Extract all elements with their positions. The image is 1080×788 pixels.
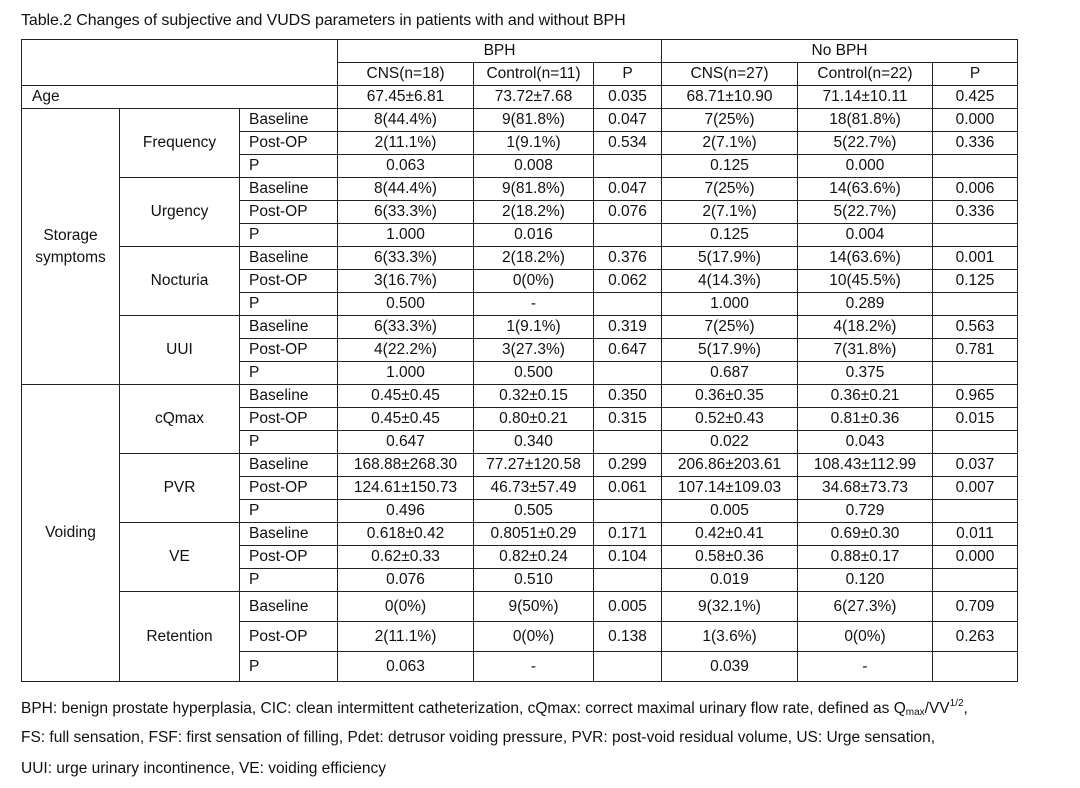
value-cell <box>933 569 1018 592</box>
data-row <box>22 523 1018 546</box>
value-cell: 14(63.6%) <box>798 178 933 201</box>
parameter-label: Retention <box>120 592 240 682</box>
value-cell <box>933 293 1018 316</box>
value-cell <box>594 293 662 316</box>
value-cell: 0.005 <box>594 592 662 622</box>
age-row <box>22 86 1018 109</box>
value-cell: 0.063 <box>338 652 474 682</box>
value-cell: 0.42±0.41 <box>662 523 798 546</box>
value-cell: 0.45±0.45 <box>338 385 474 408</box>
row-label: Post-OP <box>240 201 338 224</box>
row-label: P <box>240 569 338 592</box>
value-cell: 0.505 <box>474 500 594 523</box>
footnote-line-3: UUI: urge urinary incontinence, VE: voiding efficiency <box>21 760 387 777</box>
parameter-label: Urgency <box>120 178 240 247</box>
value-cell: 0(0%) <box>338 592 474 622</box>
row-label: P <box>240 652 338 682</box>
value-cell: 0.69±0.30 <box>798 523 933 546</box>
value-cell: 0(0%) <box>798 622 933 652</box>
value-cell: 0.375 <box>798 362 933 385</box>
value-cell: 0.340 <box>474 431 594 454</box>
value-cell: 5(17.9%) <box>662 247 798 270</box>
value-cell: 0.001 <box>933 247 1018 270</box>
value-cell: 0.015 <box>933 408 1018 431</box>
header-group-bph: BPH <box>338 40 662 63</box>
value-cell: 0.52±0.43 <box>662 408 798 431</box>
age-value: 0.425 <box>933 86 1018 109</box>
parameter-label: UUI <box>120 316 240 385</box>
value-cell: 6(33.3%) <box>338 316 474 339</box>
value-cell <box>594 569 662 592</box>
header-col-nobph-p: P <box>933 63 1018 86</box>
row-label: Baseline <box>240 247 338 270</box>
value-cell: 0.000 <box>798 155 933 178</box>
value-cell: 0.618±0.42 <box>338 523 474 546</box>
value-cell: 0.729 <box>798 500 933 523</box>
value-cell: 4(22.2%) <box>338 339 474 362</box>
value-cell: 5(22.7%) <box>798 132 933 155</box>
value-cell: 168.88±268.30 <box>338 454 474 477</box>
value-cell: 2(7.1%) <box>662 132 798 155</box>
table-title: Table.2 Changes of subjective and VUDS parameters in patients with and without BPH <box>21 12 626 29</box>
value-cell: 0.076 <box>338 569 474 592</box>
age-label: Age <box>22 86 338 109</box>
data-row <box>22 385 1018 408</box>
value-cell <box>933 362 1018 385</box>
value-cell: 0.88±0.17 <box>798 546 933 569</box>
header-col-bph-p: P <box>594 63 662 86</box>
value-cell: 0.336 <box>933 132 1018 155</box>
row-label: Post-OP <box>240 546 338 569</box>
row-label: Baseline <box>240 109 338 132</box>
value-cell: 0.263 <box>933 622 1018 652</box>
value-cell: 6(27.3%) <box>798 592 933 622</box>
row-label: P <box>240 293 338 316</box>
value-cell: 1(3.6%) <box>662 622 798 652</box>
value-cell: 34.68±73.73 <box>798 477 933 500</box>
value-cell: 2(11.1%) <box>338 132 474 155</box>
value-cell: 0.037 <box>933 454 1018 477</box>
value-cell: 3(27.3%) <box>474 339 594 362</box>
footnote-text: /VV <box>924 700 950 717</box>
value-cell: 2(18.2%) <box>474 201 594 224</box>
value-cell: 0.500 <box>338 293 474 316</box>
value-cell: 0.965 <box>933 385 1018 408</box>
value-cell: 0.647 <box>594 339 662 362</box>
value-cell: 0.80±0.21 <box>474 408 594 431</box>
value-cell: 0.781 <box>933 339 1018 362</box>
value-cell: 0.125 <box>933 270 1018 293</box>
value-cell <box>933 155 1018 178</box>
data-row <box>22 316 1018 339</box>
value-cell: 124.61±150.73 <box>338 477 474 500</box>
value-cell: 9(81.8%) <box>474 178 594 201</box>
value-cell: 5(22.7%) <box>798 201 933 224</box>
footnote-line-1 <box>21 698 968 718</box>
value-cell: 0.047 <box>594 178 662 201</box>
value-cell <box>594 652 662 682</box>
value-cell <box>594 155 662 178</box>
value-cell: 0.500 <box>474 362 594 385</box>
value-cell: 4(14.3%) <box>662 270 798 293</box>
row-label: Post-OP <box>240 408 338 431</box>
section-label: Voiding <box>22 385 120 682</box>
value-cell: 0.125 <box>662 224 798 247</box>
age-value: 71.14±10.11 <box>798 86 933 109</box>
value-cell <box>594 224 662 247</box>
age-value: 68.71±10.90 <box>662 86 798 109</box>
value-cell: 0.36±0.21 <box>798 385 933 408</box>
value-cell: 2(7.1%) <box>662 201 798 224</box>
row-label: Baseline <box>240 592 338 622</box>
value-cell: 0.687 <box>662 362 798 385</box>
value-cell: 107.14±109.03 <box>662 477 798 500</box>
value-cell: 2(11.1%) <box>338 622 474 652</box>
value-cell: 0.45±0.45 <box>338 408 474 431</box>
value-cell: 108.43±112.99 <box>798 454 933 477</box>
row-label: Baseline <box>240 454 338 477</box>
value-cell: 0.350 <box>594 385 662 408</box>
data-row <box>22 247 1018 270</box>
value-cell <box>933 431 1018 454</box>
footnote-line-2: FS: full sensation, FSF: first sensation of filling, Pdet: detrusor voiding pressure, PVR: post-void residual volume, US: Urge sensation, <box>21 729 936 746</box>
value-cell: 1.000 <box>338 362 474 385</box>
parameter-label: Frequency <box>120 109 240 178</box>
table-body <box>22 40 1018 682</box>
section-label: Storage symptoms <box>22 109 120 385</box>
value-cell: 9(32.1%) <box>662 592 798 622</box>
value-cell: 14(63.6%) <box>798 247 933 270</box>
value-cell: 8(44.4%) <box>338 109 474 132</box>
row-label: Post-OP <box>240 270 338 293</box>
value-cell: 10(45.5%) <box>798 270 933 293</box>
header-group-no-bph: No BPH <box>662 40 1018 63</box>
value-cell: 0.063 <box>338 155 474 178</box>
value-cell: 77.27±120.58 <box>474 454 594 477</box>
footnote-superscript: 1/2 <box>949 698 964 709</box>
footnote-text: BPH: benign prostate hyperplasia, CIC: clean intermittent catheterization, cQmax: correct maximal urinary flow rate, defined as Q <box>21 700 906 717</box>
row-label: P <box>240 431 338 454</box>
value-cell: 0.125 <box>662 155 798 178</box>
value-cell: 1.000 <box>338 224 474 247</box>
value-cell: 0.076 <box>594 201 662 224</box>
value-cell: - <box>474 652 594 682</box>
results-table <box>21 39 1018 682</box>
value-cell: 0.016 <box>474 224 594 247</box>
value-cell: 0.047 <box>594 109 662 132</box>
value-cell <box>933 652 1018 682</box>
value-cell: 7(31.8%) <box>798 339 933 362</box>
age-value: 67.45±6.81 <box>338 86 474 109</box>
value-cell: 0.000 <box>933 109 1018 132</box>
value-cell: 0.138 <box>594 622 662 652</box>
value-cell: 0.171 <box>594 523 662 546</box>
row-label: P <box>240 500 338 523</box>
value-cell: 0.81±0.36 <box>798 408 933 431</box>
header-col-bph-cns: CNS(n=18) <box>338 63 474 86</box>
value-cell: 0.510 <box>474 569 594 592</box>
value-cell: 0.006 <box>933 178 1018 201</box>
value-cell: 0.008 <box>474 155 594 178</box>
value-cell: 206.86±203.61 <box>662 454 798 477</box>
header-row-groups <box>22 40 1018 63</box>
value-cell: 0(0%) <box>474 622 594 652</box>
value-cell: - <box>474 293 594 316</box>
data-row <box>22 454 1018 477</box>
value-cell: 0.019 <box>662 569 798 592</box>
age-value: 73.72±7.68 <box>474 86 594 109</box>
value-cell: 0.319 <box>594 316 662 339</box>
value-cell: 0.043 <box>798 431 933 454</box>
value-cell: 1(9.1%) <box>474 316 594 339</box>
value-cell: 9(50%) <box>474 592 594 622</box>
value-cell: - <box>798 652 933 682</box>
row-label: Post-OP <box>240 132 338 155</box>
value-cell: 0.104 <box>594 546 662 569</box>
header-corner-cell <box>22 40 338 86</box>
value-cell: 0.62±0.33 <box>338 546 474 569</box>
parameter-label: VE <box>120 523 240 592</box>
age-value: 0.035 <box>594 86 662 109</box>
value-cell: 0.022 <box>662 431 798 454</box>
value-cell: 0.011 <box>933 523 1018 546</box>
row-label: P <box>240 362 338 385</box>
value-cell: 8(44.4%) <box>338 178 474 201</box>
row-label: Post-OP <box>240 339 338 362</box>
value-cell: 4(18.2%) <box>798 316 933 339</box>
value-cell: 3(16.7%) <box>338 270 474 293</box>
data-row <box>22 592 1018 622</box>
value-cell <box>933 224 1018 247</box>
row-label: P <box>240 224 338 247</box>
value-cell: 0.647 <box>338 431 474 454</box>
parameter-label: Nocturia <box>120 247 240 316</box>
value-cell: 0.000 <box>933 546 1018 569</box>
data-row <box>22 109 1018 132</box>
value-cell: 0.36±0.35 <box>662 385 798 408</box>
row-label: Baseline <box>240 523 338 546</box>
value-cell: 0.039 <box>662 652 798 682</box>
value-cell: 7(25%) <box>662 178 798 201</box>
value-cell: 1.000 <box>662 293 798 316</box>
value-cell: 0.8051±0.29 <box>474 523 594 546</box>
value-cell: 7(25%) <box>662 109 798 132</box>
row-label: Baseline <box>240 316 338 339</box>
value-cell: 0.120 <box>798 569 933 592</box>
row-label: Post-OP <box>240 622 338 652</box>
value-cell: 0.496 <box>338 500 474 523</box>
value-cell: 0.062 <box>594 270 662 293</box>
value-cell: 0.336 <box>933 201 1018 224</box>
value-cell: 0.534 <box>594 132 662 155</box>
value-cell: 9(81.8%) <box>474 109 594 132</box>
value-cell: 1(9.1%) <box>474 132 594 155</box>
value-cell: 0.376 <box>594 247 662 270</box>
header-col-nobph-control: Control(n=22) <box>798 63 933 86</box>
parameter-label: PVR <box>120 454 240 523</box>
value-cell: 2(18.2%) <box>474 247 594 270</box>
value-cell: 0.289 <box>798 293 933 316</box>
value-cell: 0.563 <box>933 316 1018 339</box>
header-col-nobph-cns: CNS(n=27) <box>662 63 798 86</box>
value-cell: 6(33.3%) <box>338 201 474 224</box>
value-cell <box>594 362 662 385</box>
value-cell: 18(81.8%) <box>798 109 933 132</box>
value-cell: 46.73±57.49 <box>474 477 594 500</box>
value-cell: 0.709 <box>933 592 1018 622</box>
value-cell: 0.004 <box>798 224 933 247</box>
value-cell: 0.007 <box>933 477 1018 500</box>
footnote-text: , <box>963 700 968 717</box>
value-cell: 0.299 <box>594 454 662 477</box>
value-cell: 0.82±0.24 <box>474 546 594 569</box>
value-cell: 0.061 <box>594 477 662 500</box>
value-cell: 5(17.9%) <box>662 339 798 362</box>
value-cell: 0.005 <box>662 500 798 523</box>
footnote-subscript: max <box>905 707 925 718</box>
value-cell: 0.315 <box>594 408 662 431</box>
parameter-label: cQmax <box>120 385 240 454</box>
value-cell: 0.32±0.15 <box>474 385 594 408</box>
value-cell: 0(0%) <box>474 270 594 293</box>
row-label: Baseline <box>240 385 338 408</box>
value-cell <box>933 500 1018 523</box>
row-label: P <box>240 155 338 178</box>
header-col-bph-control: Control(n=11) <box>474 63 594 86</box>
value-cell <box>594 431 662 454</box>
row-label: Post-OP <box>240 477 338 500</box>
value-cell: 7(25%) <box>662 316 798 339</box>
data-row <box>22 178 1018 201</box>
value-cell <box>594 500 662 523</box>
value-cell: 0.58±0.36 <box>662 546 798 569</box>
row-label: Baseline <box>240 178 338 201</box>
value-cell: 6(33.3%) <box>338 247 474 270</box>
